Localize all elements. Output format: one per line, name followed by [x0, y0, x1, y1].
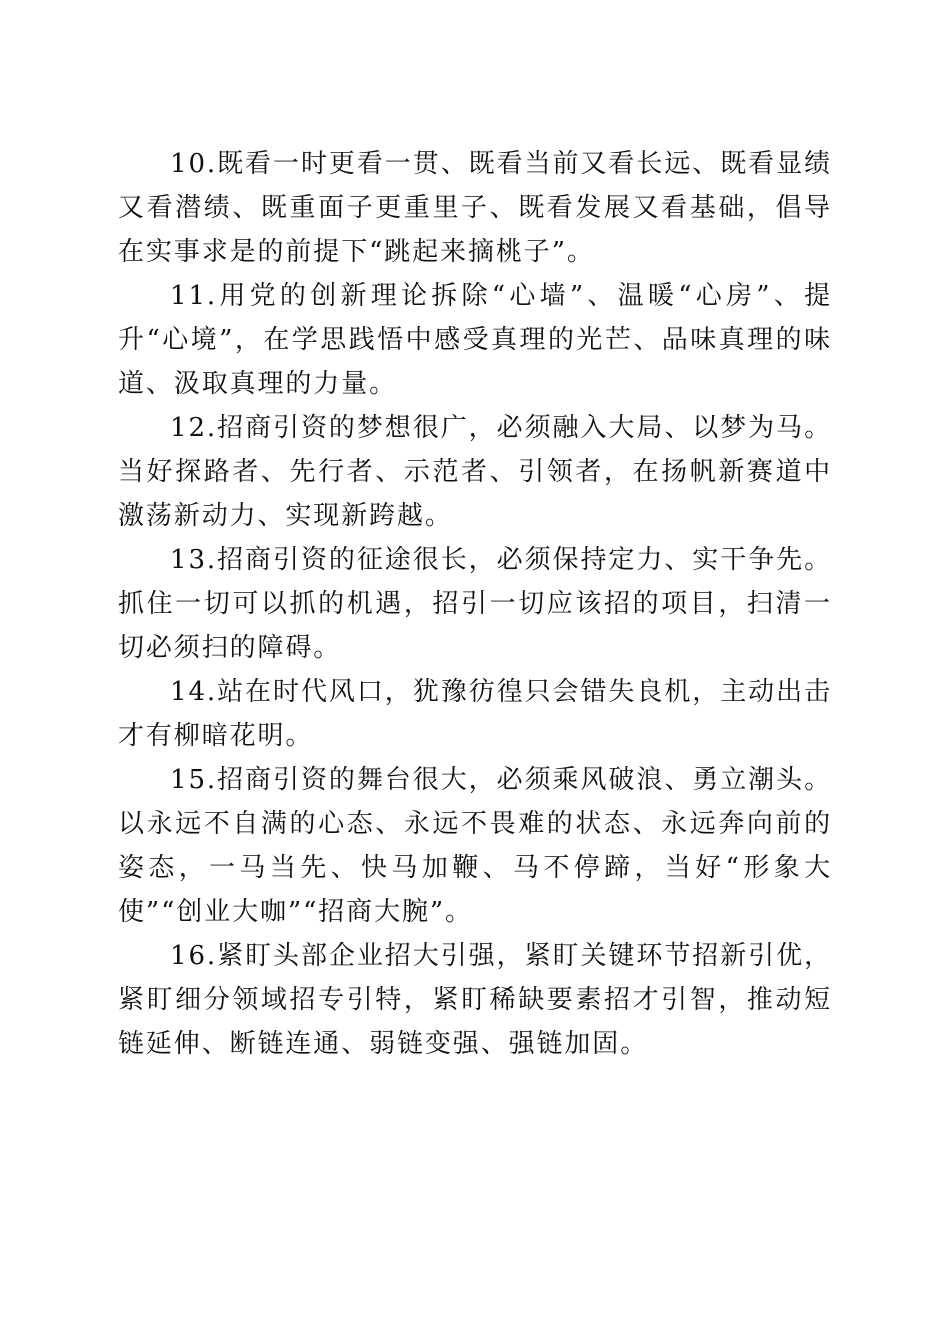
paragraph-14: 14.站在时代风口，犹豫彷徨只会错失良机，主动出击才有柳暗花明。 [118, 677, 832, 751]
paragraph-10: 10.既看一时更看一贯、既看当前又看长远、既看显绩又看潜绩、既重面子更重里子、既看发展又看基础，倡导在实事求是的前提下“跳起来摘桃子”。 [118, 149, 832, 267]
paragraph-12: 12.招商引资的梦想很广，必须融入大局、以梦为马。当好探路者、先行者、示范者、引领者，在扬帆新赛道中激荡新动力、实现新跨越。 [118, 413, 832, 531]
paragraph-15: 15.招商引资的舞台很大，必须乘风破浪、勇立潮头。以永远不自满的心态、永远不畏难的状态、永远奔向前的姿态，一马当先、快马加鞭、马不停蹄，当好“形象大使”“创业大咖”“招商大腕”。 [118, 765, 832, 927]
paragraph-16: 16.紧盯头部企业招大引强，紧盯关键环节招新引优，紧盯细分领域招专引特，紧盯稀缺要素招才引智，推动短链延伸、断链连通、弱链变强、强链加固。 [118, 941, 832, 1059]
paragraph-13: 13.招商引资的征途很长，必须保持定力、实干争先。抓住一切可以抓的机遇，招引一切应该招的项目，扫清一切必须扫的障碍。 [118, 545, 832, 663]
paragraph-11: 11.用党的创新理论拆除“心墙”、温暖“心房”、提升“心境”，在学思践悟中感受真理的光芒、品味真理的味道、汲取真理的力量。 [118, 281, 832, 399]
